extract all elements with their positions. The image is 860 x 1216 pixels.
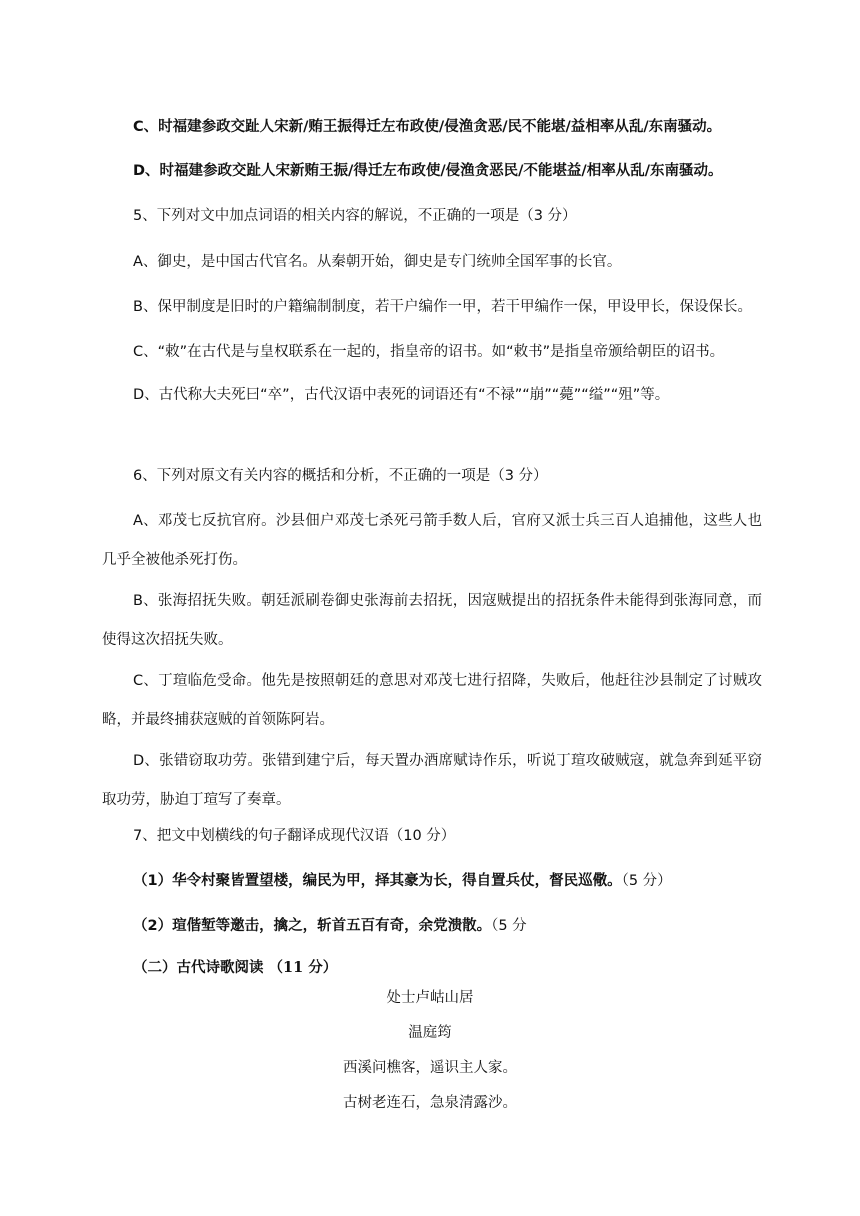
option-6d: D、张错窃取功劳。张错到建宁后，每天置办酒席赋诗作乐，听说丁瑄攻破贼寇，就急奔到延平窃取功劳，胁迫丁瑄写了奏章。 xyxy=(102,753,762,808)
poem-line-1: 西溪问樵客，遥识主人家。 xyxy=(343,1060,517,1076)
option-5c: C、“敕”在古代是与皇权联系在一起的，指皇帝的诏书。如“敕书”是指皇帝颁给朝臣的诏书。 xyxy=(133,344,725,360)
poem-line-2: 古树老连石，急泉清露沙。 xyxy=(343,1095,517,1111)
option-5b: B、保甲制度是旧时的户籍编制制度，若干户编作一甲，若干甲编作一保，甲设甲长，保设保长。 xyxy=(133,299,752,315)
option-5a: A、御史，是中国古代官名。从秦朝开始，御史是专门统帅全国军事的长官。 xyxy=(133,254,622,270)
option-6c: C、丁瑄临危受命。他先是按照朝廷的意思对邓茂七进行招降，失败后，他赶往沙县制定了讨贼攻略，并最终捕获寇贼的首领陈阿岩。 xyxy=(102,673,762,728)
question-7-stem: 7、把文中划横线的句子翻译成现代汉语（10 分） xyxy=(133,828,456,844)
sentence-1-score: （5 分） xyxy=(621,873,672,889)
sentence-1-text: （1）华令村聚皆置望楼，编民为甲，择其豪为长，得自置兵仗，督民巡儆。 xyxy=(133,873,622,889)
question-6-stem: 6、下列对原文有关内容的概括和分析，不正确的一项是（3 分） xyxy=(133,468,548,484)
option-6b: B、张海招抚失败。朝廷派刷卷御史张海前去招抚，因寇贼提出的招抚条件未能得到张海同意，而使得这次招抚失败。 xyxy=(102,593,762,648)
poem-title: 处士卢岵山居 xyxy=(386,990,474,1006)
section-heading-poetry: （二）古代诗歌阅读 （11 分） xyxy=(133,959,338,976)
poem-author: 温庭筠 xyxy=(408,1025,452,1041)
translation-sentence-1 xyxy=(133,870,672,892)
option-4d: D、时福建参政交趾人宋新贿王振/得迁左布政使/侵渔贪恶民/不能堪益/相率从乱/东南骚动。 xyxy=(133,163,723,179)
question-5-stem: 5、下列对文中加点词语的相关内容的解说，不正确的一项是（3 分） xyxy=(133,208,577,224)
option-4c: C、时福建参政交趾人宋新/贿王振得迁左布政使/侵渔贪恶/民不能堪/益相率从乱/东南骚动。 xyxy=(133,119,722,135)
option-5d: D、古代称大夫死曰“卒”，古代汉语中表死的词语还有“不禄”“崩”“薨”“缢”“殂”等。 xyxy=(133,387,670,403)
option-6a: A、邓茂七反抗官府。沙县佃户邓茂七杀死弓箭手数人后，官府又派士兵三百人追捕他，这些人也几乎全被他杀死打伤。 xyxy=(102,513,762,568)
sentence-2-score: （5 分 xyxy=(491,918,527,934)
translation-sentence-2 xyxy=(133,915,527,937)
sentence-2-text: （2）瑄偕堑等邀击，擒之，斩首五百有奇，余党溃散。 xyxy=(133,918,492,934)
